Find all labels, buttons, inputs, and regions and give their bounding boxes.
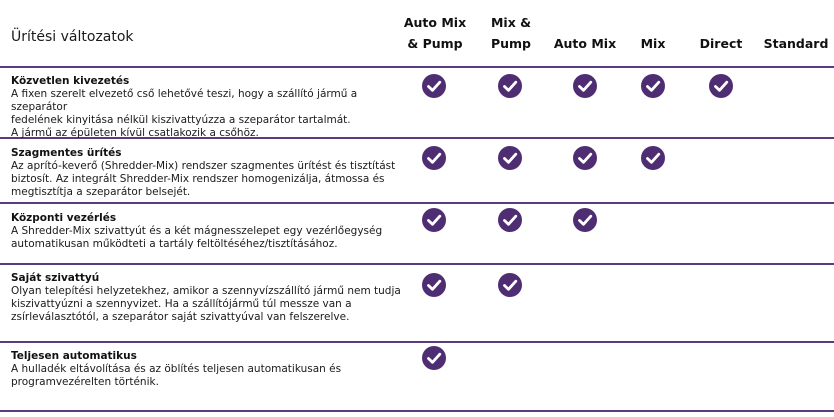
row-description-line: megtisztítja a szeparátor belsejét. [11, 186, 191, 198]
checkmark-icon [709, 74, 733, 98]
checkmark-icon [573, 74, 597, 98]
row-title: Teljesen automatikus [11, 350, 137, 362]
checkmark-icon [498, 74, 522, 98]
checkmark-icon [573, 208, 597, 232]
row-description-line: programvezérelten történik. [11, 376, 159, 388]
row-description [11, 225, 411, 251]
row-divider [0, 263, 834, 265]
row-description-line: kiszivattyúzni a szennyvizet. Ha a szállítójármű túl messze van a [11, 298, 352, 310]
table-header [0, 0, 834, 66]
row-description-line: A Shredder-Mix szivattyút és a két mágnesszelepet egy vezérlőegység [11, 225, 383, 237]
column-header-auto-mix: Auto Mix [553, 36, 617, 51]
checkmark-icon [641, 146, 665, 170]
row-description [11, 363, 411, 389]
row-description-line: A jármű az épületen kívül csatlakozik a csőhöz. [11, 127, 259, 139]
checkmark-icon [422, 146, 446, 170]
row-divider [0, 66, 834, 68]
row-description-line: A hulladék eltávolítása és az öblítés teljesen automatikusan és [11, 363, 342, 375]
checkmark-icon [498, 208, 522, 232]
row-description [11, 88, 411, 140]
row-title: Közvetlen kivezetés [11, 75, 130, 87]
row-description-line: Olyan telepítési helyzetekhez, amikor a szennyvízszállító jármű nem tudja [11, 285, 401, 297]
column-header-mix-pump: Mix & Pump [490, 15, 532, 51]
row-description-line: automatikusan működteti a tartály feltöltéséhez/tisztításához. [11, 238, 338, 250]
row-description-line: fedelének kinyitása nélkül kiszivattyúzza a szeparátor tartalmát. [11, 114, 351, 126]
column-header-mix: Mix [640, 36, 666, 51]
row-description-line: zsírleválasztótól, a szeparátor saját szivattyúval van felszerelve. [11, 311, 350, 323]
checkmark-icon [641, 74, 665, 98]
row-divider [0, 202, 834, 204]
checkmark-icon [498, 273, 522, 297]
row-description-line: Az aprító-keverő (Shredder-Mix) rendszer szagmentes ürítést és tisztítást [11, 160, 396, 172]
row-divider [0, 410, 834, 412]
row-description [11, 285, 411, 324]
column-header-auto-mix-pump: Auto Mix & Pump [403, 15, 467, 51]
row-description-line: A fixen szerelt elvezető cső lehetővé teszi, hogy a szállító jármű a szeparátor [11, 88, 358, 113]
row-title: Központi vezérlés [11, 212, 117, 224]
column-header-direct: Direct [699, 36, 743, 51]
checkmark-icon [422, 273, 446, 297]
row-description-line: biztosít. Az integrált Shredder-Mix rendszer homogenizálja, átmossa és [11, 173, 385, 185]
row-title: Saját szivattyú [11, 272, 100, 284]
checkmark-icon [422, 346, 446, 370]
row-title: Szagmentes ürítés [11, 147, 122, 159]
page-title: Ürítési változatok [11, 29, 134, 45]
column-header-standard: Standard [763, 36, 829, 51]
checkmark-icon [422, 208, 446, 232]
row-divider [0, 341, 834, 343]
checkmark-icon [422, 74, 446, 98]
checkmark-icon [573, 146, 597, 170]
checkmark-icon [498, 146, 522, 170]
row-description [11, 160, 411, 199]
